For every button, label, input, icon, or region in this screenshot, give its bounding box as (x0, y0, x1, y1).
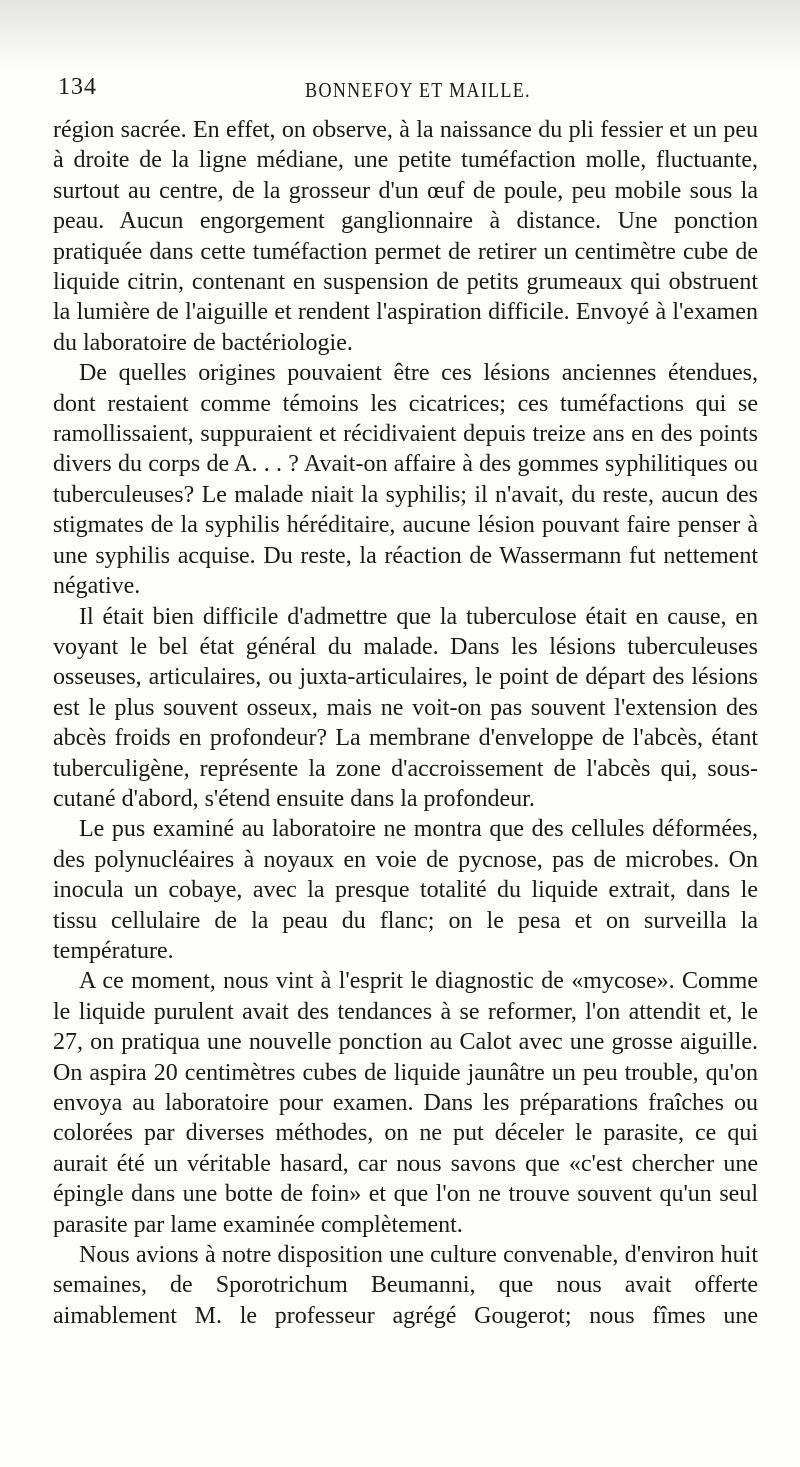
paragraph-3: Il était bien difficile d'admettre que la tuberculose était en cause, en voyant le bel état général du malade. Dans les lésions tuberculeuses osseuses, articulaires, ou juxta-articulaires, le point de départ des lésions est le plus souvent osseux, mais ne voit-on pas souvent l'extension des abcès froids en profondeur? La membrane d'enveloppe de l'abcès, étant tuberculigène, représente la zone d'accroissement de l'abcès qui, sous-cutané d'abord, s'étend ensuite dans la profondeur. (53, 603, 758, 812)
paragraph-6: Nous avions à notre disposition une culture convenable, d'environ huit semaines, de Sporotrichum Beumanni, que nous avait offerte aimablement M. le professeur agrégé Gougerot; nous fîmes une (53, 1242, 758, 1329)
body-text (53, 115, 758, 1331)
page-header (58, 70, 778, 110)
paragraph-1: région sacrée. En effet, on observe, à la naissance du pli fessier et un peu à droite de la ligne médiane, une petite tuméfaction molle, fluctuante, surtout au centre, de la grosseur d'un œuf de poule, peu mobile sous la peau. Aucun engorgement ganglionnaire à distance. Une ponction pratiquée dans cette tuméfaction permet de retirer un centimètre cube de liquide citrin, contenant en suspension de petits grumeaux qui obstruent la lumière de l'aiguille et rendent l'aspiration difficile. Envoyé à l'examen du laboratoire de bactériologie. (53, 117, 758, 356)
page-number: 134 (58, 74, 97, 100)
paragraph-5: A ce moment, nous vint à l'esprit le diagnostic de «mycose». Comme le liquide purulent avait des tendances à se reformer, l'on attendit et, le 27, on pratiqua une nouvelle ponction au Calot avec une grosse aiguille. On aspira 20 centimètres cubes de liquide jaunâtre un peu trouble, qu'on envoya au laboratoire pour examen. Dans les préparations fraîches ou colorées par diverses méthodes, on ne put déceler le parasite, ce qui aurait été un véritable hasard, car nous savons que «c'est chercher une épingle dans une botte de foin» et que l'on ne trouve souvent qu'un seul parasite par lame examinée complètement. (53, 968, 758, 1238)
paragraph-4: Le pus examiné au laboratoire ne montra que des cellules déformées, des polynucléaires à noyaux en voie de pycnose, pas de microbes. On inocula un cobaye, avec la presque totalité du liquide extrait, dans le tissu cellulaire de la peau du flanc; on le pesa et on surveilla la température. (53, 816, 758, 964)
running-head: BONNEFOY ET MAILLE. (305, 78, 531, 102)
paragraph-2: De quelles origines pouvaient être ces lésions anciennes étendues, dont restaient comme témoins les cicatrices; ces tuméfactions qui se ramollissaient, suppuraient et récidivaient depuis treize ans en des points divers du corps de A. . . ? Avait-on affaire à des gommes syphilitiques ou tuberculeuses? Le malade niait la syphilis; il n'avait, du reste, aucun des stigmates de la syphilis héréditaire, aucune lésion pouvant faire penser à une syphilis acquise. Du reste, la réaction de Wassermann fut nettement négative. (53, 360, 758, 600)
